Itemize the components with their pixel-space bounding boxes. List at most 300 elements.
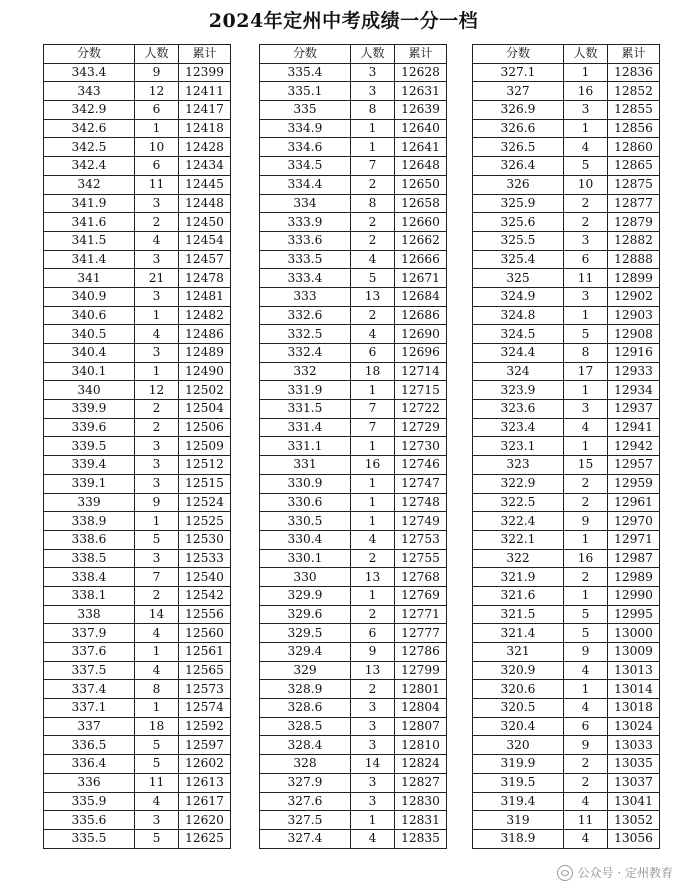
count-cell: 4 [351, 829, 395, 848]
count-cell: 3 [564, 400, 608, 419]
count-cell: 3 [135, 437, 179, 456]
cumulative-cell: 12509 [179, 437, 231, 456]
table-row [473, 157, 660, 176]
table-row [260, 456, 447, 475]
score-cell: 335.9 [44, 792, 135, 811]
count-cell: 4 [564, 829, 608, 848]
table-row [44, 699, 231, 718]
cumulative-cell: 13024 [608, 717, 660, 736]
table-row [44, 792, 231, 811]
cumulative-cell: 12428 [179, 138, 231, 157]
score-cell: 322.4 [473, 512, 564, 531]
count-cell: 4 [564, 418, 608, 437]
count-cell: 6 [351, 624, 395, 643]
cumulative-cell: 12879 [608, 213, 660, 232]
table-row [473, 175, 660, 194]
score-cell: 339 [44, 493, 135, 512]
cumulative-cell: 12753 [395, 530, 447, 549]
count-cell: 3 [135, 194, 179, 213]
cumulative-cell: 12662 [395, 231, 447, 250]
table-row [473, 344, 660, 363]
count-cell: 1 [351, 474, 395, 493]
cumulative-cell: 12715 [395, 381, 447, 400]
table-row [260, 530, 447, 549]
count-cell: 4 [564, 792, 608, 811]
cumulative-cell: 12877 [608, 194, 660, 213]
score-cell: 326.6 [473, 119, 564, 138]
score-cell: 326.4 [473, 157, 564, 176]
score-cell: 323 [473, 456, 564, 475]
cumulative-cell: 12450 [179, 213, 231, 232]
watermark [557, 864, 673, 881]
score-cell: 339.9 [44, 400, 135, 419]
cumulative-cell: 12658 [395, 194, 447, 213]
count-cell: 2 [564, 213, 608, 232]
table-row [260, 736, 447, 755]
cumulative-cell: 12686 [395, 306, 447, 325]
count-cell: 10 [564, 175, 608, 194]
score-cell: 341.4 [44, 250, 135, 269]
table-row [44, 811, 231, 830]
cumulative-cell: 12515 [179, 474, 231, 493]
count-cell: 2 [351, 605, 395, 624]
count-cell: 9 [564, 643, 608, 662]
score-cell: 338.5 [44, 549, 135, 568]
count-cell: 2 [351, 306, 395, 325]
table-row [473, 325, 660, 344]
count-cell: 3 [351, 699, 395, 718]
score-cell: 320.4 [473, 717, 564, 736]
cumulative-cell: 12730 [395, 437, 447, 456]
count-cell: 10 [135, 138, 179, 157]
cumulative-cell: 12613 [179, 773, 231, 792]
count-cell: 6 [564, 250, 608, 269]
table-row [260, 400, 447, 419]
score-cell: 341.9 [44, 194, 135, 213]
table-row [473, 755, 660, 774]
score-cell: 337.4 [44, 680, 135, 699]
count-cell: 4 [135, 792, 179, 811]
cumulative-cell: 13041 [608, 792, 660, 811]
cumulative-cell: 12454 [179, 231, 231, 250]
score-cell: 338.9 [44, 512, 135, 531]
cumulative-cell: 12639 [395, 101, 447, 120]
count-cell: 7 [351, 400, 395, 419]
score-cell: 328.9 [260, 680, 351, 699]
cumulative-cell: 12755 [395, 549, 447, 568]
score-cell: 335.6 [44, 811, 135, 830]
cumulative-cell: 12865 [608, 157, 660, 176]
table-row [44, 269, 231, 288]
score-cell: 327.5 [260, 811, 351, 830]
table-row [260, 101, 447, 120]
count-cell: 3 [135, 811, 179, 830]
table-row [260, 474, 447, 493]
cumulative-cell: 12714 [395, 362, 447, 381]
score-cell: 340.1 [44, 362, 135, 381]
count-cell: 1 [564, 437, 608, 456]
count-cell: 2 [351, 213, 395, 232]
count-cell: 6 [135, 157, 179, 176]
score-cell: 332.5 [260, 325, 351, 344]
count-cell: 4 [351, 250, 395, 269]
count-cell: 4 [564, 661, 608, 680]
score-cell: 337.5 [44, 661, 135, 680]
count-cell: 5 [564, 605, 608, 624]
score-cell: 338.4 [44, 568, 135, 587]
cumulative-cell: 12989 [608, 568, 660, 587]
count-cell: 8 [564, 344, 608, 363]
cumulative-cell: 12749 [395, 512, 447, 531]
count-cell: 17 [564, 362, 608, 381]
table-row [44, 586, 231, 605]
count-header: 人数 [564, 45, 608, 64]
cumulative-cell: 12573 [179, 680, 231, 699]
cumulative-cell: 12807 [395, 717, 447, 736]
score-table-3 [472, 44, 660, 849]
score-cell: 342.9 [44, 101, 135, 120]
count-cell: 3 [564, 287, 608, 306]
score-cell: 323.9 [473, 381, 564, 400]
cumulative-cell: 12836 [608, 63, 660, 82]
count-cell: 1 [564, 306, 608, 325]
cumulative-cell: 12648 [395, 157, 447, 176]
table-row [260, 325, 447, 344]
count-cell: 3 [351, 717, 395, 736]
score-cell: 321 [473, 643, 564, 662]
score-cell: 333.5 [260, 250, 351, 269]
table-row [473, 456, 660, 475]
score-table-2 [259, 44, 447, 849]
table-row [260, 287, 447, 306]
count-cell: 6 [135, 101, 179, 120]
score-cell: 325.4 [473, 250, 564, 269]
score-cell: 331 [260, 456, 351, 475]
count-cell: 5 [135, 755, 179, 774]
score-cell: 334 [260, 194, 351, 213]
count-cell: 2 [135, 586, 179, 605]
table-row [473, 101, 660, 120]
score-cell: 338.1 [44, 586, 135, 605]
table-row [44, 643, 231, 662]
count-cell: 11 [135, 175, 179, 194]
count-cell: 1 [351, 381, 395, 400]
table-row [473, 138, 660, 157]
score-cell: 340 [44, 381, 135, 400]
count-cell: 11 [564, 811, 608, 830]
count-cell: 16 [564, 82, 608, 101]
score-cell: 326.5 [473, 138, 564, 157]
table-row [473, 231, 660, 250]
count-cell: 4 [135, 231, 179, 250]
table-row [260, 680, 447, 699]
score-cell: 338 [44, 605, 135, 624]
count-cell: 5 [135, 829, 179, 848]
table-row [260, 138, 447, 157]
cumulative-cell: 12592 [179, 717, 231, 736]
table-row [473, 643, 660, 662]
score-cell: 333.9 [260, 213, 351, 232]
table-row [44, 456, 231, 475]
table-row [44, 437, 231, 456]
score-cell: 334.6 [260, 138, 351, 157]
score-cell: 342 [44, 175, 135, 194]
table-row [473, 194, 660, 213]
cumulative-cell: 12617 [179, 792, 231, 811]
cumulative-cell: 12640 [395, 119, 447, 138]
table-row [44, 530, 231, 549]
table-row [44, 82, 231, 101]
table-row [473, 699, 660, 718]
score-cell: 328.5 [260, 717, 351, 736]
table-row [260, 437, 447, 456]
score-cell: 336.5 [44, 736, 135, 755]
count-cell: 4 [135, 624, 179, 643]
score-cell: 327.6 [260, 792, 351, 811]
score-cell: 325.5 [473, 231, 564, 250]
table-row [44, 194, 231, 213]
table-row [473, 773, 660, 792]
score-cell: 343 [44, 82, 135, 101]
cumulative-cell: 12902 [608, 287, 660, 306]
table-row [44, 568, 231, 587]
table-row [260, 811, 447, 830]
cumulative-cell: 12690 [395, 325, 447, 344]
count-cell: 2 [351, 175, 395, 194]
table-row [44, 101, 231, 120]
table-row [44, 474, 231, 493]
score-cell: 339.4 [44, 456, 135, 475]
table-row [44, 287, 231, 306]
score-cell: 334.9 [260, 119, 351, 138]
cumulative-cell: 12628 [395, 63, 447, 82]
count-cell: 5 [564, 624, 608, 643]
cumulative-cell: 12478 [179, 269, 231, 288]
score-cell: 337.6 [44, 643, 135, 662]
count-cell: 7 [351, 157, 395, 176]
table-row [473, 437, 660, 456]
cumulative-cell: 12660 [395, 213, 447, 232]
cumulative-cell: 13000 [608, 624, 660, 643]
cumulative-cell: 12671 [395, 269, 447, 288]
score-cell: 335.4 [260, 63, 351, 82]
score-cell: 330.9 [260, 474, 351, 493]
table-row [260, 643, 447, 662]
score-cell: 320.9 [473, 661, 564, 680]
cumulative-cell: 12908 [608, 325, 660, 344]
table-row [44, 605, 231, 624]
score-cell: 342.6 [44, 119, 135, 138]
cumulative-cell: 12729 [395, 418, 447, 437]
count-cell: 8 [351, 101, 395, 120]
count-cell: 5 [135, 530, 179, 549]
count-cell: 7 [135, 568, 179, 587]
score-cell: 326 [473, 175, 564, 194]
cumulative-cell: 12995 [608, 605, 660, 624]
count-cell: 11 [135, 773, 179, 792]
table-row [44, 325, 231, 344]
score-cell: 330 [260, 568, 351, 587]
score-cell: 320.5 [473, 699, 564, 718]
count-cell: 11 [564, 269, 608, 288]
count-cell: 16 [351, 456, 395, 475]
page-title: 2024年定州中考成绩一分一档 [208, 10, 479, 32]
cumulative-cell: 12666 [395, 250, 447, 269]
count-cell: 18 [351, 362, 395, 381]
count-cell: 1 [351, 586, 395, 605]
table-row [260, 157, 447, 176]
cumulative-cell: 12448 [179, 194, 231, 213]
count-cell: 9 [351, 643, 395, 662]
cumulative-cell: 12888 [608, 250, 660, 269]
cumulative-cell: 12856 [608, 119, 660, 138]
table-row [473, 287, 660, 306]
count-cell: 2 [564, 755, 608, 774]
table-row [473, 400, 660, 419]
score-header: 分数 [473, 45, 564, 64]
table-row [473, 736, 660, 755]
table-row [44, 175, 231, 194]
table-row [473, 624, 660, 643]
score-table-1 [43, 44, 231, 849]
count-cell: 13 [351, 568, 395, 587]
score-cell: 339.6 [44, 418, 135, 437]
count-cell: 5 [564, 157, 608, 176]
score-cell: 337 [44, 717, 135, 736]
table-row [260, 63, 447, 82]
cumulative-cell: 12696 [395, 344, 447, 363]
score-cell: 342.5 [44, 138, 135, 157]
table-row [44, 773, 231, 792]
count-cell: 1 [564, 63, 608, 82]
cumulative-cell: 13014 [608, 680, 660, 699]
cumulative-cell: 12970 [608, 512, 660, 531]
cumulative-cell: 12524 [179, 493, 231, 512]
table-row [260, 568, 447, 587]
table-row [44, 680, 231, 699]
score-cell: 322.5 [473, 493, 564, 512]
count-cell: 2 [564, 773, 608, 792]
cumulative-cell: 12625 [179, 829, 231, 848]
table-row [473, 82, 660, 101]
cumulative-cell: 13056 [608, 829, 660, 848]
score-cell: 328.4 [260, 736, 351, 755]
cumulative-cell: 12799 [395, 661, 447, 680]
cumulative-cell: 12831 [395, 811, 447, 830]
table-row [473, 381, 660, 400]
table-row [473, 792, 660, 811]
score-cell: 325.9 [473, 194, 564, 213]
cumulative-cell: 12804 [395, 699, 447, 718]
cumulative-cell: 12504 [179, 400, 231, 419]
score-cell: 341.5 [44, 231, 135, 250]
cumulative-cell: 12597 [179, 736, 231, 755]
table-row [260, 661, 447, 680]
count-cell: 1 [351, 437, 395, 456]
cumulative-cell: 12457 [179, 250, 231, 269]
cumulative-cell: 12434 [179, 157, 231, 176]
score-cell: 325.6 [473, 213, 564, 232]
table-row [44, 755, 231, 774]
cumulative-cell: 13009 [608, 643, 660, 662]
table-row [260, 231, 447, 250]
score-cell: 332.4 [260, 344, 351, 363]
count-cell: 15 [564, 456, 608, 475]
cumulative-cell: 12987 [608, 549, 660, 568]
score-cell: 324 [473, 362, 564, 381]
score-cell: 335.1 [260, 82, 351, 101]
score-cell: 322.9 [473, 474, 564, 493]
score-cell: 331.9 [260, 381, 351, 400]
table-row [260, 362, 447, 381]
table-row [260, 194, 447, 213]
score-cell: 319 [473, 811, 564, 830]
score-cell: 341.6 [44, 213, 135, 232]
count-cell: 4 [135, 661, 179, 680]
table-row [473, 269, 660, 288]
table-row [44, 362, 231, 381]
count-cell: 2 [564, 474, 608, 493]
cumulative-cell: 13013 [608, 661, 660, 680]
cumulative-cell: 12486 [179, 325, 231, 344]
table-row [473, 680, 660, 699]
score-cell: 338.6 [44, 530, 135, 549]
score-cell: 330.1 [260, 549, 351, 568]
count-cell: 5 [135, 736, 179, 755]
table-row [473, 586, 660, 605]
score-cell: 337.9 [44, 624, 135, 643]
wechat-icon [557, 865, 573, 881]
score-cell: 339.5 [44, 437, 135, 456]
count-cell: 6 [351, 344, 395, 363]
count-cell: 1 [564, 119, 608, 138]
count-cell: 3 [351, 792, 395, 811]
count-cell: 1 [135, 119, 179, 138]
table-row [260, 792, 447, 811]
table-row [260, 586, 447, 605]
cumulative-cell: 12418 [179, 119, 231, 138]
count-cell: 4 [564, 138, 608, 157]
cumulative-cell: 12602 [179, 755, 231, 774]
cumulative-cell: 12650 [395, 175, 447, 194]
table-row [44, 344, 231, 363]
score-cell: 329.6 [260, 605, 351, 624]
table-row [260, 549, 447, 568]
score-cell: 323.6 [473, 400, 564, 419]
score-cell: 321.5 [473, 605, 564, 624]
count-cell: 3 [135, 456, 179, 475]
table-header-row [44, 45, 231, 64]
cumulative-cell: 12565 [179, 661, 231, 680]
score-cell: 327.9 [260, 773, 351, 792]
cumulative-cell: 12556 [179, 605, 231, 624]
table-row [473, 549, 660, 568]
cumulative-cell: 12684 [395, 287, 447, 306]
table-row [473, 493, 660, 512]
score-cell: 319.4 [473, 792, 564, 811]
cumulative-cell: 12801 [395, 680, 447, 699]
count-cell: 7 [351, 418, 395, 437]
table-row [260, 306, 447, 325]
count-cell: 2 [351, 231, 395, 250]
score-cell: 341 [44, 269, 135, 288]
count-cell: 1 [564, 586, 608, 605]
table-row [473, 717, 660, 736]
score-cell: 329.9 [260, 586, 351, 605]
cumulative-cell: 12835 [395, 829, 447, 848]
count-cell: 1 [351, 512, 395, 531]
cumulative-cell: 12882 [608, 231, 660, 250]
